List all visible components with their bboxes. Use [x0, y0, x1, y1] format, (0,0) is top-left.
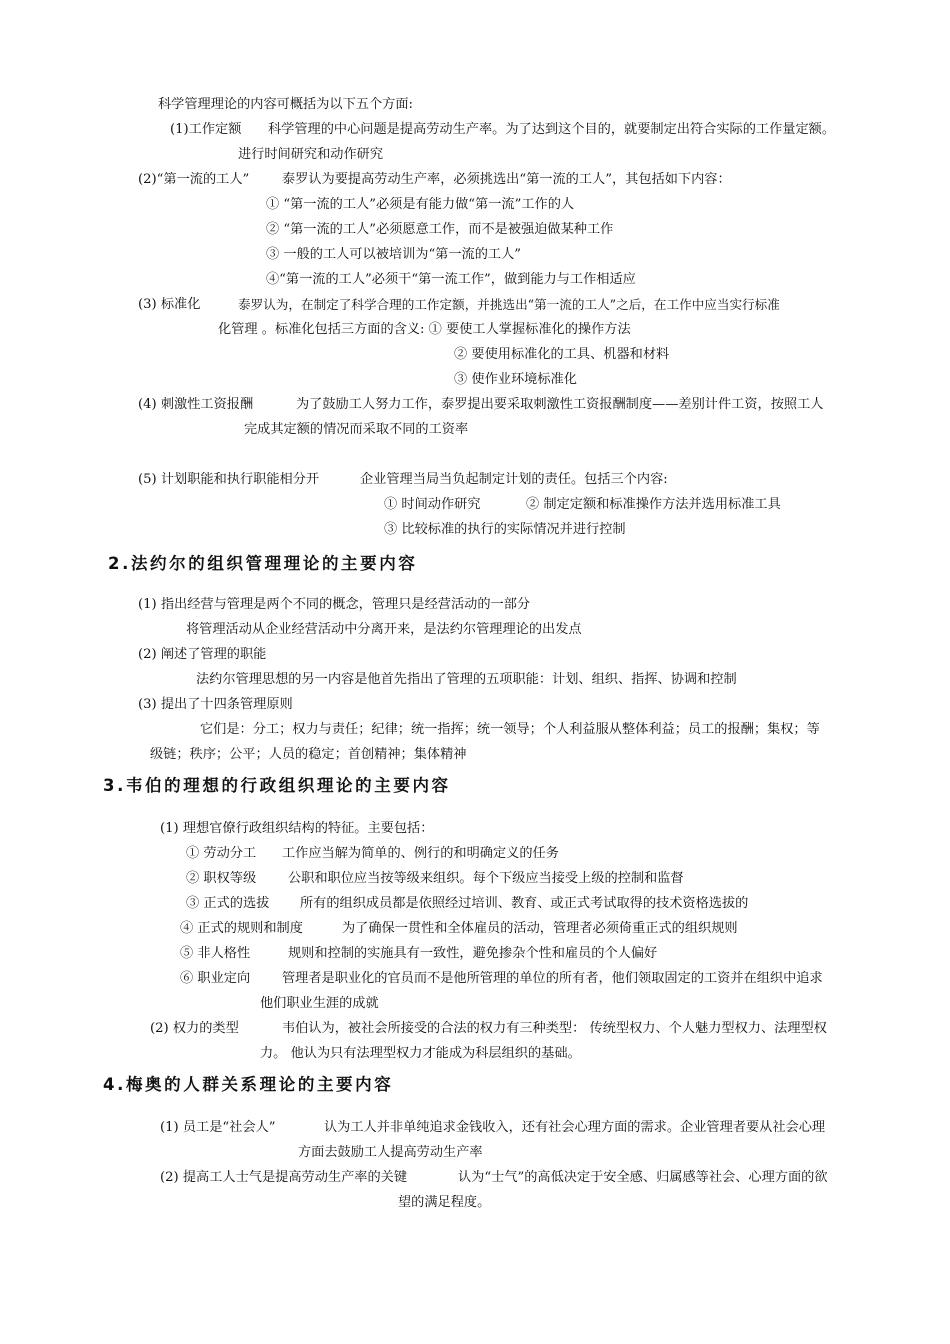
s2-p1-text: 将管理活动从企业经营活动中分离开来，是法约尔管理理论的出发点: [186, 622, 582, 637]
s1-p3-text: 泰罗认为，在制定了科学合理的工作定额，并挑选出“第一流的工人”之后，在工作中应当实行标准: [238, 297, 780, 312]
s1-p5-label: (5) 计划职能和执行职能相分开: [138, 472, 320, 487]
s3-item-6-cont: 他们职业生涯的成就: [260, 996, 379, 1011]
s1-p2-item-3: ③ 一般的工人可以被培训为“第一流的工人”: [266, 247, 522, 262]
s1-p2-item-2: ② “第一流的工人”必须愿意工作，而不是被强迫做某种工作: [266, 222, 614, 237]
s1-p5-item-2: ② 制定定额和标准操作方法并选用标准工具: [526, 497, 781, 512]
s4-heading: 4.梅奥的人群关系理论的主要内容: [103, 1075, 394, 1094]
s1-p3-label: (3) 标准化: [138, 297, 201, 312]
s1-p1-cont: 进行时间研究和动作研究: [238, 147, 384, 162]
s1-p5-item-1: ① 时间动作研究: [384, 497, 481, 512]
s3-item-6-text: 管理者是职业化的官员而不是他所管理的单位的所有者，他们领取固定的工资并在组织中追求: [282, 971, 823, 986]
s1-p1-label: (1)工作定额: [170, 122, 242, 137]
s3-item-2-label: ② 职权等级: [186, 871, 257, 886]
s3-p2-label: (2) 权力的类型: [150, 1021, 239, 1036]
s3-item-3-label: ③ 正式的选拔: [186, 896, 270, 911]
s2-p2-label: (2) 阐述了管理的职能: [138, 647, 267, 662]
s2-heading: 2.法约尔的组织管理理论的主要内容: [108, 554, 418, 573]
s1-p2-text: 泰罗认为要提高劳动生产率，必须挑选出“第一流的工人”，其包括如下内容：: [282, 172, 731, 187]
s3-p2-text: 韦伯认为，被社会所接受的合法的权力有三种类型： 传统型权力、个人魅力型权力、法理型权: [282, 1021, 827, 1036]
s1-p3-item-2: ② 要使用标准化的工具、机器和材料: [454, 347, 670, 362]
s1-intro: 科学管理理论的内容可概括为以下五个方面:: [158, 97, 414, 112]
s3-p2-cont: 力。 他认为只有法理型权力才能成为科层组织的基础。: [260, 1046, 581, 1061]
s2-p1-label: (1) 指出经营与管理是两个不同的概念，管理只是经营活动的一部分: [138, 597, 531, 612]
s3-item-1-label: ① 劳动分工: [186, 846, 257, 861]
s1-p3-cont: 化管理 。标准化包括三方面的含义: ① 要使工人掌握标准化的操作方法: [218, 322, 631, 337]
s1-p1-text: 科学管理的中心问题是提高劳动生产率。为了达到这个目的，就要制定出符合实际的工作量定额。: [268, 122, 836, 137]
s1-p5-item-3: ③ 比较标准的执行的实际情况并进行控制: [384, 522, 626, 537]
s1-p4-text: 为了鼓励工人努力工作，泰罗提出要采取刺激性工资报酬制度——差别计件工资，按照工人: [296, 397, 824, 412]
s1-p5-text: 企业管理当局当负起制定计划的责任。包括三个内容:: [360, 472, 668, 487]
s3-item-6-label: ⑥ 职业定向: [180, 971, 251, 986]
s1-p2-label: (2)“第一流的工人”: [138, 172, 250, 187]
s3-item-3-text: 所有的组织成员都是依照经过培训、教育、或正式考试取得的技术资格选拔的: [300, 896, 749, 911]
s1-p4-cont: 完成其定额的情况而采取不同的工资率: [244, 422, 469, 437]
s4-p2-label: (2) 提高工人士气是提高劳动生产率的关键: [160, 1170, 408, 1185]
s3-item-1-text: 工作应当解为简单的、例行的和明确定义的任务: [282, 846, 559, 861]
s4-p1-text: 认为工人并非单纯追求金钱收入，还有社会心理方面的需求。企业管理者要从社会心理: [324, 1120, 826, 1135]
s4-p2-cont: 望的满足程度。: [398, 1195, 491, 1210]
s2-p2-text: 法约尔管理思想的另一内容是他首先指出了管理的五项职能：计划、组织、指挥、协调和控制: [196, 672, 737, 687]
s1-p4-label: (4) 刺激性工资报酬: [138, 397, 254, 412]
s1-p2-item-1: ① “第一流的工人”必须是有能力做“第一流”工作的人: [266, 197, 575, 212]
s2-p3-text: 它们是：分工；权力与责任；纪律；统一指挥；统一领导；个人利益服从整体利益；员工的报酬；集权；等: [200, 722, 820, 737]
s2-p3-cont: 级链；秩序；公平；人员的稳定；首创精神；集体精神: [150, 747, 467, 762]
s3-heading: 3.韦伯的理想的行政组织理论的主要内容: [103, 776, 451, 795]
s1-p2-item-4: ④“第一流的工人”必须干“第一流工作”，做到能力与工作相适应: [266, 272, 636, 287]
s1-p3-item-3: ③ 使作业环境标准化: [454, 372, 577, 387]
s2-p3-label: (3) 提出了十四条管理原则: [138, 697, 293, 712]
s3-p1-label: (1) 理想官僚行政组织结构的特征。主要包括：: [160, 821, 434, 836]
s3-item-5-label: ⑤ 非人格性: [180, 946, 251, 961]
s4-p1-label: (1) 员工是“社会人”: [160, 1120, 276, 1135]
s3-item-5-text: 规则和控制的实施具有一致性，避免掺杂个性和雇员的个人偏好: [288, 946, 658, 961]
s3-item-2-text: 公职和职位应当按等级来组织。每个下级应当接受上级的控制和监督: [288, 871, 684, 886]
s4-p1-cont: 方面去鼓励工人提高劳动生产率: [298, 1145, 483, 1160]
s3-item-4-label: ④ 正式的规则和制度: [180, 921, 303, 936]
s3-item-4-text: 为了确保一贯性和全体雇员的活动，管理者必须倚重正式的组织规则: [342, 921, 738, 936]
s4-p2-text: 认为“士气”的高低决定于安全感、归属感等社会、心理方面的欲: [458, 1170, 828, 1185]
